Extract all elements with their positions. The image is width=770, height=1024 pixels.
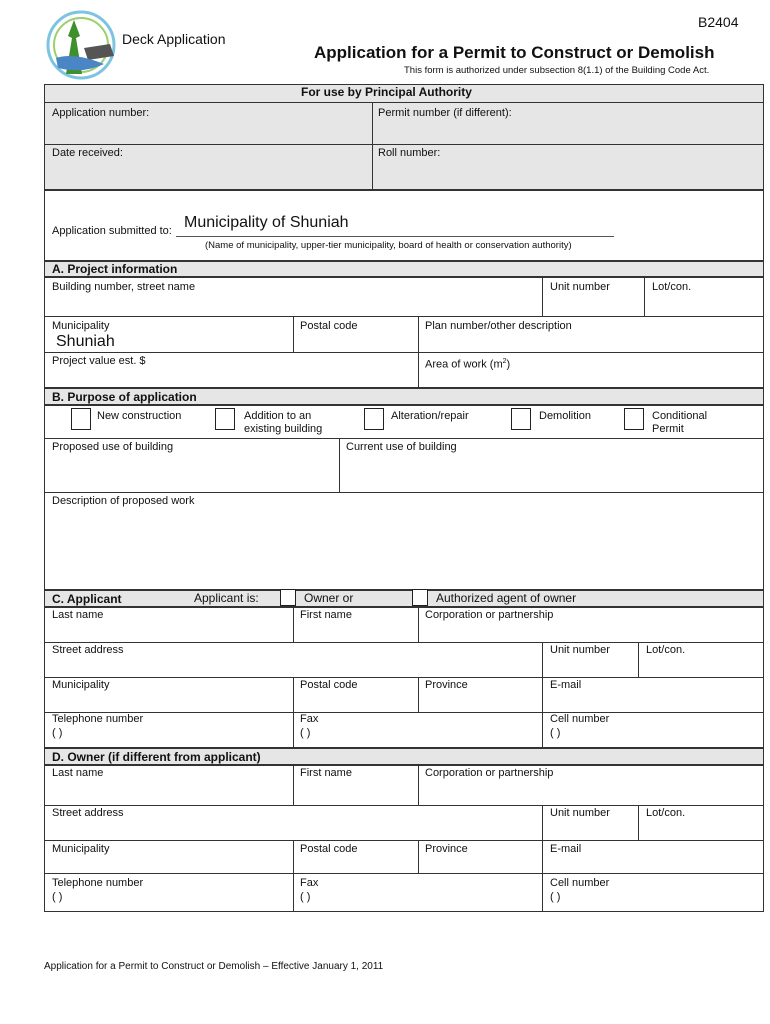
d-postal-code-field[interactable]: Postal code (300, 843, 358, 855)
agent-label: Authorized agent of owner (436, 591, 577, 605)
authority-note: This form is authorized under subsection 8(1.1) of the Building Code Act. (404, 65, 710, 76)
page-footer: Application for a Permit to Construct or Demolish – Effective January 1, 2011 (44, 961, 384, 972)
c-telephone-field[interactable]: Telephone number (52, 713, 144, 725)
applicant-is-label: Applicant is: (194, 591, 259, 605)
conditional-permit-checkbox[interactable] (624, 408, 644, 430)
c-last-name-field[interactable]: Last name (52, 609, 104, 621)
description-field[interactable]: Description of proposed work (52, 495, 195, 507)
authority-heading: For use by Principal Authority (301, 85, 472, 99)
authority-block (44, 84, 764, 190)
c-unit-number-field[interactable]: Unit number (550, 644, 610, 656)
demolition-label: Demolition (539, 410, 591, 422)
project-value-field[interactable]: Project value est. $ (52, 355, 146, 367)
postal-code-field[interactable]: Postal code (300, 320, 358, 332)
d-telephone-area: ( ) (52, 891, 63, 903)
submitted-to-hint: (Name of municipality, upper-tier municipality, board of health or conservation authority) (205, 240, 572, 251)
form-code: B2404 (698, 14, 739, 30)
d-corporation-field[interactable]: Corporation or partnership (425, 767, 554, 779)
c-corporation-field[interactable]: Corporation or partnership (425, 609, 554, 621)
submitted-to-label: Application submitted to: (52, 225, 172, 237)
addition-checkbox[interactable] (215, 408, 235, 430)
c-fax-area: ( ) (300, 727, 311, 739)
c-lot-con-field[interactable]: Lot/con. (646, 644, 686, 656)
d-telephone-field[interactable]: Telephone number (52, 877, 144, 889)
d-street-field[interactable]: Street address (52, 807, 124, 819)
plan-number-field[interactable]: Plan number/other description (425, 320, 572, 332)
section-b-heading: B. Purpose of application (52, 390, 197, 404)
section-a-heading: A. Project information (52, 262, 178, 276)
area-of-work-field[interactable]: Area of work $(m^2)$ (425, 358, 511, 371)
d-fax-area: ( ) (300, 891, 311, 903)
c-email-field[interactable]: E-mail (550, 679, 582, 691)
municipality-field[interactable]: Municipality (52, 320, 110, 332)
deck-application-label: Deck Application (122, 31, 226, 47)
d-unit-number-field[interactable]: Unit number (550, 807, 610, 819)
section-d-body (44, 765, 764, 912)
lot-con-field[interactable]: Lot/con. (652, 281, 692, 293)
roll-number-field[interactable]: Roll number: (378, 147, 441, 159)
d-municipality-field[interactable]: Municipality (52, 843, 110, 855)
permit-number-field[interactable]: Permit number (if different): (378, 107, 512, 119)
c-cell-area: ( ) (550, 727, 561, 739)
c-telephone-area: ( ) (52, 727, 63, 739)
conditional-permit-label: Conditional Permit (652, 410, 708, 435)
application-number-field[interactable]: Application number: (52, 107, 150, 119)
d-province-field[interactable]: Province (425, 843, 468, 855)
proposed-use-field[interactable]: Proposed use of building (52, 441, 174, 453)
c-first-name-field[interactable]: First name (300, 609, 352, 621)
current-use-field[interactable]: Current use of building (346, 441, 457, 453)
c-municipality-field[interactable]: Municipality (52, 679, 110, 691)
section-d-heading: D. Owner (if different from applicant) (52, 750, 261, 764)
c-street-field[interactable]: Street address (52, 644, 124, 656)
agent-checkbox[interactable] (412, 589, 428, 606)
c-fax-field[interactable]: Fax (300, 713, 319, 725)
new-construction-label: New construction (97, 410, 182, 422)
alteration-checkbox[interactable] (364, 408, 384, 430)
section-c-header (44, 590, 764, 607)
unit-number-field[interactable]: Unit number (550, 281, 610, 293)
submitted-to-value[interactable]: Municipality of Shuniah (184, 214, 349, 231)
c-cell-field[interactable]: Cell number (550, 713, 610, 725)
d-cell-field[interactable]: Cell number (550, 877, 610, 889)
c-postal-code-field[interactable]: Postal code (300, 679, 358, 691)
municipal-logo (44, 8, 118, 82)
owner-checkbox[interactable] (280, 589, 296, 606)
c-province-field[interactable]: Province (425, 679, 468, 691)
new-construction-checkbox[interactable] (71, 408, 91, 430)
municipality-value[interactable]: Shuniah (56, 333, 115, 350)
d-first-name-field[interactable]: First name (300, 767, 352, 779)
date-received-field[interactable]: Date received: (52, 147, 123, 159)
d-last-name-field[interactable]: Last name (52, 767, 104, 779)
demolition-checkbox[interactable] (511, 408, 531, 430)
d-lot-con-field[interactable]: Lot/con. (646, 807, 686, 819)
d-email-field[interactable]: E-mail (550, 843, 582, 855)
alteration-label: Alteration/repair (391, 410, 469, 422)
owner-or-label: Owner or (304, 591, 354, 605)
addition-label: Addition to an existing building (244, 410, 323, 435)
section-c-heading: C. Applicant (52, 592, 122, 606)
building-number-field[interactable]: Building number, street name (52, 281, 196, 293)
form-title: Application for a Permit to Construct or Demolish (314, 43, 715, 62)
d-cell-area: ( ) (550, 891, 561, 903)
d-fax-field[interactable]: Fax (300, 877, 319, 889)
